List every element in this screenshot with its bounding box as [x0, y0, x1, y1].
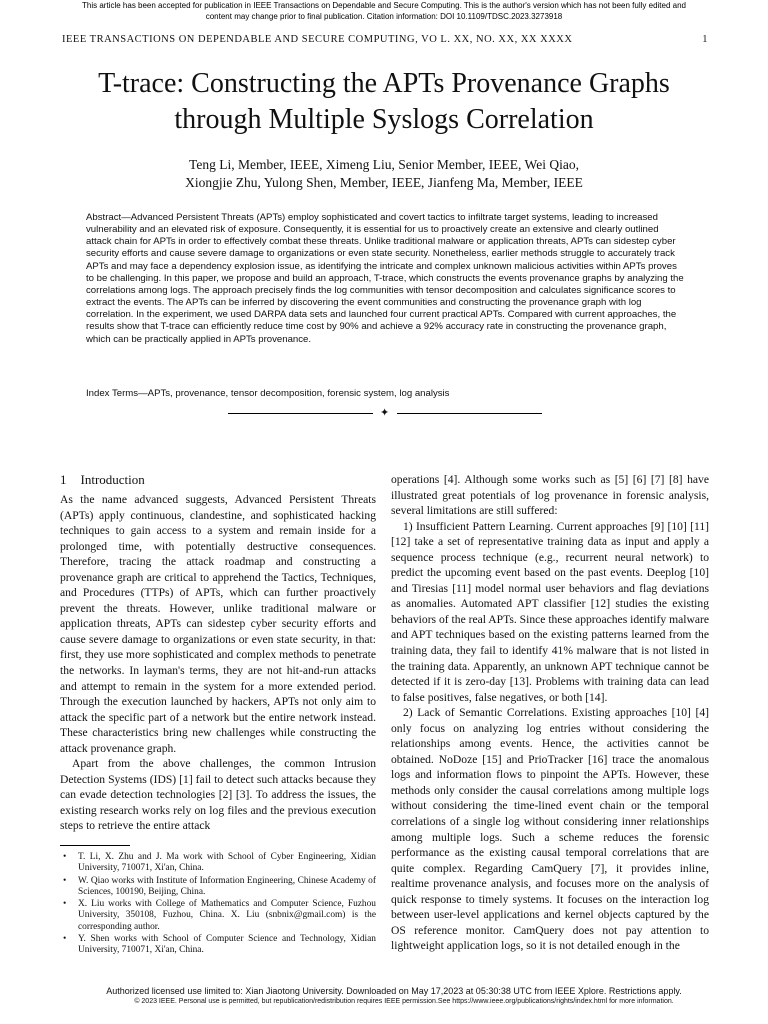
divider-diamond-icon: ✦: [380, 406, 390, 419]
body-paragraph: 1) Insufficient Pattern Learning. Current approaches [9] [10] [11] [12] take a set of representative training data as input and apply a sequence process technique (e.g., recurrent neural network) to predict the upcoming event based on the past events. Deeplog [10] and Tiresias [11] model normal user behaviors and flag deviations as anomalies. Automated APT classifier [12] studies the existing behaviors of the real APTs. Since these approaches identify malware and APT techniques based on the existing patterns learned from the training data, they fail to identify 41% malware that is not listed in the training data. Apparently, an unknown APT technique cannot be detected if it is zero-day [13]. Problems with training data can lead to false positives, false negatives, or both [14].: [391, 519, 709, 704]
body-paragraph: operations [4]. Although some works such as [5] [6] [7] [8] have illustrated great potentials of log provenance in forensic analysis, several limitations are still suffered:: [391, 473, 709, 518]
author-line-1: Teng Li, Member, IEEE, Ximeng Liu, Senior Member, IEEE, Wei Qiao,: [189, 157, 579, 172]
left-column: [60, 472, 376, 834]
journal-name: IEEE TRANSACTIONS ON DEPENDABLE AND SECURE COMPUTING, VO L. XX, NO. XX, XX XXXX: [62, 34, 573, 45]
footnotes: [60, 852, 376, 958]
index-terms: Index Terms—APTs, provenance, tensor decomposition, forensic system, log analysis: [86, 388, 450, 399]
paper-title-line-1: T-trace: Constructing the APTs Provenance Graphs: [98, 68, 670, 99]
page-number: 1: [702, 34, 708, 45]
section-number: 1: [60, 472, 67, 487]
body-paragraph: 2) Lack of Semantic Correlations. Existing approaches [10] [4] only focus on analyzing log entries without considering the relationships among events. Hence, the activities cannot be obtained. NoDoze [15] and PrioTracker [16] trace the anomalous logs and information flows to pinpoint the APTs. However, these methods only consider the causal correlations among multiple logs without considering the time-lined event chain or the temporal correlations of a single log without considering inner relationships among multiple logs. Such a scheme reduces the forensic performance as the existing causal temporal correlations that are quite complex. Regarding CamQuery [7], it provides inline, realtime provenance analysis, and focuses more on the analysis of quick response to timely systems. It focuses on the interaction log between user-level applications and kernel objects captured by the OS reference monitor. CamQuery does not pay attention to lightweight application logs, so it is not detailed enough in the: [391, 706, 709, 953]
divider-line-right: [397, 413, 542, 414]
license-line-2: © 2023 IEEE. Personal use is permitted, but republication/redistribution requires IEEE permission.See https://www.ieee.org/publications/rights/index.html for more information.: [134, 998, 674, 1005]
footnote-item: • Y. Shen works with School of Computer Science and Technology, Xidian University, 710071, Xi'an, China.: [60, 934, 376, 957]
publication-notice-line-2: content may change prior to final publication. Citation information: DOI 10.1109/TDSC.2023.3273918: [205, 12, 563, 21]
author-line-2: Xiongjie Zhu, Yulong Shen, Member, IEEE, Jianfeng Ma, Member, IEEE: [185, 175, 583, 190]
body-paragraph: Apart from the above challenges, the common Intrusion Detection Systems (IDS) [1] fail to detect such attacks because they can evade detection technologies [2] [3]. To address the issues, the existing research works rely on log files and the previous execution steps to retrieve the entire attack: [60, 757, 376, 833]
paper-title: [30, 66, 738, 138]
right-column: [391, 472, 709, 954]
abstract: Abstract—Advanced Persistent Threats (APTs) employ sophisticated and covert tactics to infiltrate target systems, leading to increased vulnerability and an elevated risk of exposure. Consequently, it is essential for us to proactively create an extensive and clearly outlined attack chain for APTs in order to effectively combat these threats. Unlike traditional malware or application threats, APTs can sidestep cyber security efforts and cause severe damage to organizations or even state security. Nonetheless, earlier methods struggle to accurately track APTs and may face a dependency explosion issue, as identifying the intricate and complex unknown malicious activities within APTs proves to be challenging. In this paper, we propose and build an approach, T-trace, which constructs the events provenance graphs by analyzing the correlations among logs. The approach precisely finds the log communities with tensor decomposition and calculates significance scores to extract the events. The APTs can be inferred by discovering the event communities and constructing the provenance graph with log correlation. In the experiment, we used DARPA data sets and launched four current practical APTs. Compared with current approaches, the results show that T-trace can efficiently reduce time cost by 90% and achieve a 92% accuracy rate in constructing the provenance graph, which can be practically applied in APTs provenance.: [86, 212, 684, 345]
license-line-1: Authorized licensed use limited to: Xian Jiaotong University. Downloaded on May 17,2023 at 05:30:38 UTC from IEEE Xplore. Restrictions apply.: [106, 986, 682, 996]
paper-title-line-2: through Multiple Syslogs Correlation: [174, 104, 594, 135]
section-title: Introduction: [80, 472, 145, 487]
license-notice: [0, 986, 768, 1006]
body-paragraph: As the name advanced suggests, Advanced Persistent Threats (APTs) apply continuous, clandestine, and sophisticated hacking techniques to gain access to a system and remain inside for a prolonged time, with potentially destructive consequences. Therefore, tracing the attack roadmap and constructing a provenance graph are critical to apprehend the Tactics, Techniques, and Procedures (TTPs) of APTs, which can further proactively prevent the threats. However, unlike traditional malware or application threats, APTs can sidestep cyber security efforts and cause severe damage to organizations or even state security, in that: first, they use more sophisticated and complex methods to penetrate the networks. In layman's terms, they are not hit-and-run attacks and attempt to remain in the system for a more extended period. Through the execution launched by hackers, APTs not only aim to attack the specific part of a network but the entire network instead. These characteristics bring new challenges while constructing the attack provenance graph.: [60, 493, 376, 755]
section-divider: [228, 407, 542, 419]
footnote-rule: [60, 845, 130, 846]
section-heading: [60, 472, 376, 488]
publication-notice-line-1: This article has been accepted for publication in IEEE Transactions on Dependable and Secure Computing. This is the author's version which has not been fully edited and: [82, 1, 686, 10]
divider-line-left: [228, 413, 373, 414]
author-list: [60, 156, 708, 192]
footnote-item: • W. Qiao works with Institute of Information Engineering, Chinese Academy of Sciences, 100190, Beijing, China.: [60, 876, 376, 899]
footnote-item: • X. Liu works with College of Mathematics and Computer Science, Fuzhou University, 350108, Fuzhou, China. X. Liu (snbnix@gmail.com) is the corresponding author.: [60, 899, 376, 933]
footnote-item: • T. Li, X. Zhu and J. Ma work with School of Cyber Engineering, Xidian University, 710071, Xi'an, China.: [60, 852, 376, 875]
publication-notice: [0, 0, 768, 22]
